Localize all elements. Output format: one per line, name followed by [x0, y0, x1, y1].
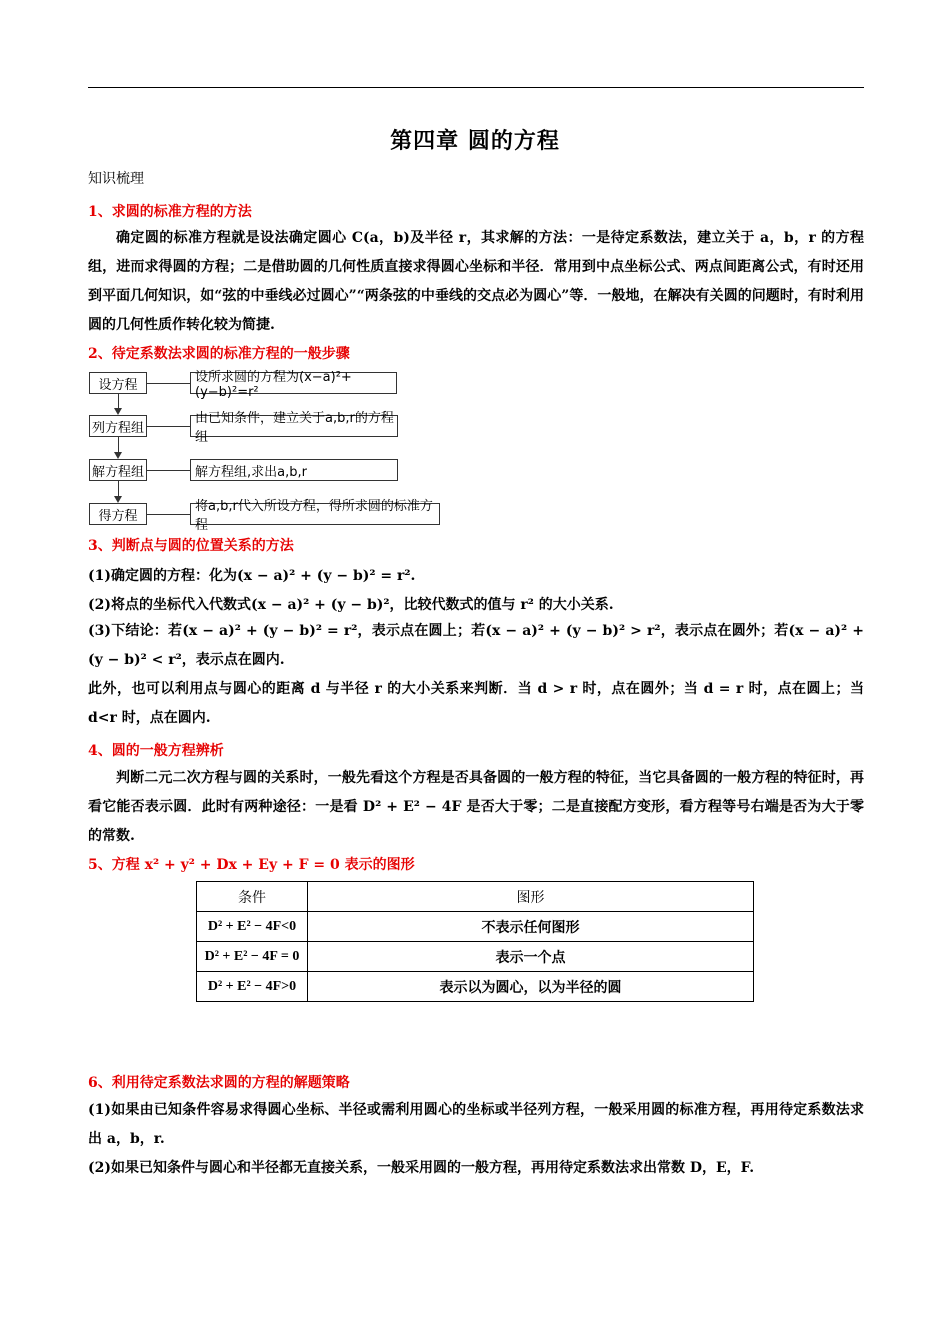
table-row [197, 972, 754, 1002]
step-1-desc: 设所求圆的方程为(x−a)²+(y−b)²=r² [195, 370, 352, 400]
step-1-label: 设方程 [98, 377, 138, 393]
table-cell-condition: D² + E² − 4F<0 [197, 912, 308, 942]
section-3-heading: 3、判断点与圆的位置关系的方法 [88, 538, 294, 554]
arrow-down-icon [114, 452, 122, 459]
table-header-condition: 条件 [197, 882, 308, 912]
arrow-line-1 [118, 394, 119, 408]
connector-3 [147, 470, 190, 471]
condition-table [196, 881, 754, 1002]
table-header-figure: 图形 [308, 882, 754, 912]
arrow-line-3 [118, 481, 119, 496]
step-3-desc: 解方程组,求出a,b,r [195, 464, 307, 480]
section-1-heading: 1、求圆的标准方程的方法 [88, 204, 252, 220]
section-2-heading: 2、待定系数法求圆的标准方程的一般步骤 [88, 346, 350, 362]
table-cell-condition: D² + E² − 4F = 0 [197, 942, 308, 972]
step-4-label: 得方程 [98, 508, 138, 524]
step-4-desc: 将a,b,r代入所设方程，得所求圆的标准方程 [195, 499, 433, 533]
connector-1 [147, 383, 190, 384]
step-3-box [89, 459, 147, 481]
step-2-box [89, 415, 147, 437]
step-4-desc-box [190, 499, 440, 533]
page-title: 第四章 圆的方程 [390, 128, 560, 154]
step-2-desc: 由已知条件，建立关于a,b,r的方程组 [195, 411, 394, 445]
arrow-line-2 [118, 437, 119, 452]
section-6-para-1: (1)如果由已知条件容易求得圆心坐标、半径或需利用圆心的坐标或半径列方程，一般采用圆的标准方程，再用待定系数法求出 a，b，r. [88, 1102, 864, 1147]
section-5-heading: 5、方程 x² + y² + Dx + Ey + F = 0 表示的图形 [88, 857, 415, 873]
section-4-heading: 4、圆的一般方程辨析 [88, 743, 224, 759]
connector-2 [147, 426, 190, 427]
step-2-label: 列方程组 [91, 420, 144, 436]
subtitle: 知识梳理 [88, 171, 144, 187]
table-row [197, 912, 754, 942]
connector-4 [147, 514, 190, 515]
table-cell-figure: 表示一个点 [308, 942, 754, 972]
step-3-label: 解方程组 [91, 464, 144, 480]
section-6-para-2: (2)如果已知条件与圆心和半径都无直接关系，一般采用圆的一般方程，再用待定系数法求出常数 D，E，F. [88, 1160, 755, 1176]
arrow-down-icon [114, 496, 122, 503]
table-cell-figure: 不表示任何图形 [308, 912, 754, 942]
step-1-box [89, 372, 147, 394]
section-3-line-2: (2)将点的坐标代入代数式(x − a)² + (y − b)²，比较代数式的值与 r² 的大小关系. [88, 597, 614, 613]
table-row [197, 942, 754, 972]
step-2-desc-box [190, 411, 398, 445]
step-4-box [89, 503, 147, 525]
section-6-heading: 6、利用待定系数法求圆的方程的解题策略 [88, 1075, 350, 1091]
table-cell-figure: 表示以为圆心，以为半径的圆 [308, 972, 754, 1002]
section-3-line-1: (1)确定圆的方程：化为(x − a)² + (y − b)² = r². [88, 568, 416, 584]
section-1-body: 确定圆的标准方程就是设法确定圆心 C(a，b)及半径 r，其求解的方法：一是待定系数法，建立关于 a，b，r 的方程组，进而求得圆的方程；二是借助圆的几何性质直接求得圆心坐标和半径．常用到中点坐标公式、两点间距离公式，有时还用到平面几何知识，如“弦的中垂线必过圆心”“两条弦的中垂线的交点必为圆心”等．一般地，在解决有关圆的问题时，有时利用圆的几何性质作转化较为简捷. [88, 230, 864, 333]
section-3-line-3: (3)下结论：若(x − a)² + (y − b)² = r²，表示点在圆上；若(x − a)² + (y − b)² > r²，表示点在圆外；若(x − a)² + (y − b)² < r²，表示点在圆内. [88, 623, 864, 668]
table-header-row [197, 882, 754, 912]
header-rule [88, 87, 864, 88]
section-3-line-4: 此外，也可以利用点与圆心的距离 d 与半径 r 的大小关系来判断．当 d > r 时，点在圆外；当 d = r 时，点在圆上；当 d<r 时，点在圆内. [88, 681, 864, 726]
arrow-down-icon [114, 408, 122, 415]
step-3-desc-box [190, 459, 398, 481]
section-4-body: 判断二元二次方程与圆的关系时，一般先看这个方程是否具备圆的一般方程的特征，当它具备圆的一般方程的特征时，再看它能否表示圆．此时有两种途径：一是看 D² + E² − 4F 是否大于零；二是直接配方变形，看方程等号右端是否为大于零的常数. [88, 770, 864, 844]
table-cell-condition: D² + E² − 4F>0 [197, 972, 308, 1002]
step-1-desc-box [190, 370, 397, 400]
